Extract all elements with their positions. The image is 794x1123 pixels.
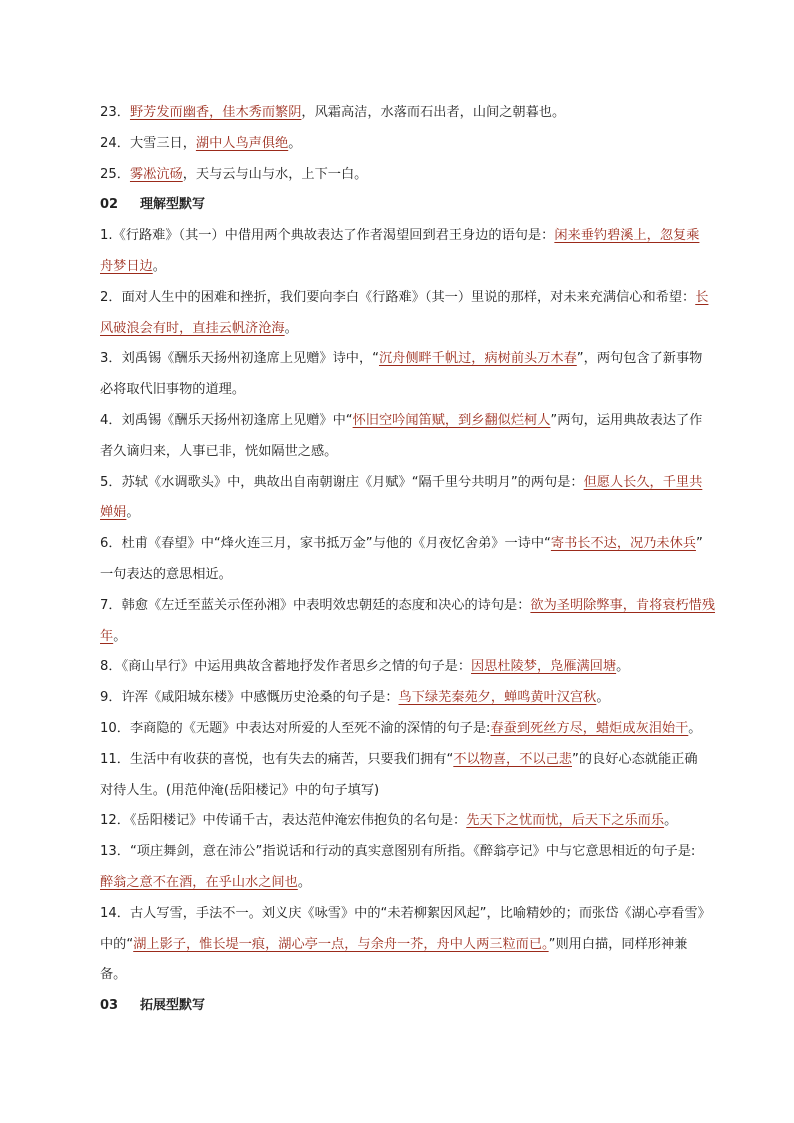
question-text: 5．苏轼《水调歌头》中，典故出自南朝谢庄《月赋》“隔千里兮共明月”的两句是： xyxy=(100,474,584,490)
section-title: 拓展型默写 xyxy=(140,998,206,1014)
question-1-line-1 xyxy=(100,221,726,252)
answer-text: 鸟下绿芜秦苑夕，蝉鸣黄叶汉宫秋 xyxy=(398,690,597,706)
question-text: 1.《行路难》（其一）中借用两个典故表达了作者渴望回到君王身边的语句是： xyxy=(100,228,555,244)
question-text: ” xyxy=(695,536,703,552)
question-text: 。 xyxy=(688,720,702,736)
answer-text: 不以物喜，不以己悲 xyxy=(453,751,572,767)
answer-text: 沉舟侧畔千帆过，病树前头万木春 xyxy=(378,351,577,367)
question-text: ”的良好心态就能正确 xyxy=(572,751,698,767)
question-text: 8．《商山早行》中运用典故含蓄地抒发作者思乡之情的句子是： xyxy=(100,659,472,675)
question-3-line-1 xyxy=(100,344,726,375)
answer-text: 雾凇沆砀 xyxy=(129,166,183,182)
question-2-line-2 xyxy=(100,314,726,345)
question-text: ”，两句包含了新事物 xyxy=(576,351,703,367)
question-4-line-1 xyxy=(100,406,726,437)
question-14-line-1 xyxy=(100,899,726,930)
answer-text: 醉翁之意不在酒，在乎山水之间也 xyxy=(100,874,298,890)
answer-text: 婵娟 xyxy=(100,505,127,521)
answer-text: 但愿人长久，千里共 xyxy=(583,474,703,490)
question-13-line-2 xyxy=(100,868,726,899)
question-7-line-2 xyxy=(100,622,726,653)
question-text: 者久谪归来，人事已非，恍如隔世之感。 xyxy=(100,443,338,459)
question-5-line-1 xyxy=(100,468,726,499)
question-12 xyxy=(100,806,726,837)
document-page xyxy=(100,98,726,1022)
item-text: ，风霜高洁，水落而石出者，山间之朝暮也。 xyxy=(301,105,566,120)
answer-text: 春蚕到死丝方尽，蜡炬成灰泪始干 xyxy=(490,720,689,736)
answer-text: 年 xyxy=(100,628,114,644)
question-text: 。 xyxy=(596,690,610,706)
question-2-line-1 xyxy=(100,283,726,314)
question-text: 12．《岳阳楼记》中传诵千古，表达范仲淹宏伟抱负的名句是： xyxy=(100,813,467,829)
answer-text: 闲来垂钓碧溪上，忽复乘 xyxy=(554,228,700,244)
question-9 xyxy=(100,683,726,714)
question-8 xyxy=(100,652,726,683)
question-text: ”则用白描，同样形神兼 xyxy=(548,936,688,952)
question-11-line-2 xyxy=(100,776,726,807)
question-11-line-1 xyxy=(100,745,726,776)
item-text: 25． xyxy=(100,166,130,182)
section-heading-02 xyxy=(100,190,726,221)
question-14-line-2 xyxy=(100,930,726,961)
question-text: 一句表达的意思相近。 xyxy=(100,566,232,582)
question-text: ”两句，运用典故表达了作 xyxy=(550,412,703,428)
question-7-line-1 xyxy=(100,591,726,622)
question-6-line-2 xyxy=(100,560,726,591)
item-23 xyxy=(100,98,726,129)
answer-text: 欲为圣明除弊事，肯将衰朽惜残 xyxy=(530,597,716,613)
section-heading-03 xyxy=(100,991,726,1022)
answer-text: 寄书长不达，况乃未休兵 xyxy=(550,536,696,552)
question-4-line-2 xyxy=(100,437,726,468)
question-text: 。 xyxy=(284,320,298,336)
question-text: 14．古人写雪，手法不一。刘义庆《咏雪》中的“未若柳絮因风起”，比喻精妙的；而张岱《湖心亭看雪》 xyxy=(100,905,711,921)
answer-text: 湖中人鸟声俱绝 xyxy=(195,135,289,151)
question-text: 。 xyxy=(297,874,311,890)
question-text: 备。 xyxy=(100,967,127,983)
answer-text: 野芳发而幽香，佳木秀而繁阴 xyxy=(129,105,302,120)
question-14-line-3 xyxy=(100,960,726,991)
question-10 xyxy=(100,714,726,745)
answer-text: 怀旧空吟闻笛赋，到乡翻似烂柯人 xyxy=(352,412,551,428)
item-24 xyxy=(100,129,726,160)
question-6-line-1 xyxy=(100,529,726,560)
section-title: 理解型默写 xyxy=(140,197,206,213)
question-text: 对待人生。(用范仲淹(岳阳楼记》中的句子填写) xyxy=(100,782,380,798)
question-text: 。 xyxy=(126,505,140,521)
question-text: 11．生活中有收获的喜悦，也有失去的痛苦，只要我们拥有“ xyxy=(100,751,454,767)
question-5-line-2 xyxy=(100,498,726,529)
answer-text: 因思杜陵梦，凫雁满回塘 xyxy=(471,659,617,675)
question-text: 7．韩愈《左迁至蓝关示侄孙湘》中表明效忠朝廷的态度和决心的诗句是： xyxy=(100,597,531,613)
question-text: 中的“ xyxy=(100,936,134,952)
answer-text: 湖上影子，惟长堤一痕，湖心亭一点，与余舟一芥，舟中人两三粒而已。 xyxy=(133,936,549,952)
section-number: 03 xyxy=(100,998,119,1014)
question-text: 4．刘禹锡《酬乐天扬州初逢席上见赠》中“ xyxy=(100,412,353,428)
item-text: 。 xyxy=(288,135,302,151)
question-text: 。 xyxy=(616,659,630,675)
answer-text: 舟梦日边 xyxy=(100,258,153,274)
question-text: 2．面对人生中的困难和挫折，我们要向李白《行路难》（其一）里说的那样，对未来充满信心和希望： xyxy=(100,289,696,305)
answer-text: 先天下之忧而忧，后天下之乐而乐 xyxy=(466,813,665,829)
question-1-line-2 xyxy=(100,252,726,283)
item-text: 23． xyxy=(100,105,130,120)
question-text: 6．杜甫《春望》中“烽火连三月，家书抵万金”与他的《月夜忆舍弟》一诗中“ xyxy=(100,536,551,552)
question-13-line-1 xyxy=(100,837,726,868)
section-number: 02 xyxy=(100,197,119,213)
question-text: 9．许浑《咸阳城东楼》中感慨历史沧桑的句子是： xyxy=(100,690,399,706)
answer-text: 风破浪会有时，直挂云帆济沧海 xyxy=(100,320,285,336)
question-text: 。 xyxy=(113,628,127,644)
question-text: 13．“项庄舞剑，意在沛公”指说话和行动的真实意图别有所指。《醉翁亭记》中与它意思相近的句子是: xyxy=(100,844,696,860)
question-text: 。 xyxy=(664,813,678,829)
question-text: 10．李商隐的《无题》中表达对所爱的人至死不渝的深情的句子是: xyxy=(100,720,491,736)
item-25 xyxy=(100,160,726,191)
question-text: 必将取代旧事物的道理。 xyxy=(100,382,246,398)
item-text: ，天与云与山与水，上下一白。 xyxy=(182,166,368,182)
answer-text: 长 xyxy=(695,289,709,305)
question-text: 3．刘禹锡《酬乐天扬州初逢席上见赠》诗中，“ xyxy=(100,351,379,367)
question-3-line-2 xyxy=(100,375,726,406)
item-text: 24．大雪三日， xyxy=(100,135,196,151)
question-text: 。 xyxy=(152,258,166,274)
